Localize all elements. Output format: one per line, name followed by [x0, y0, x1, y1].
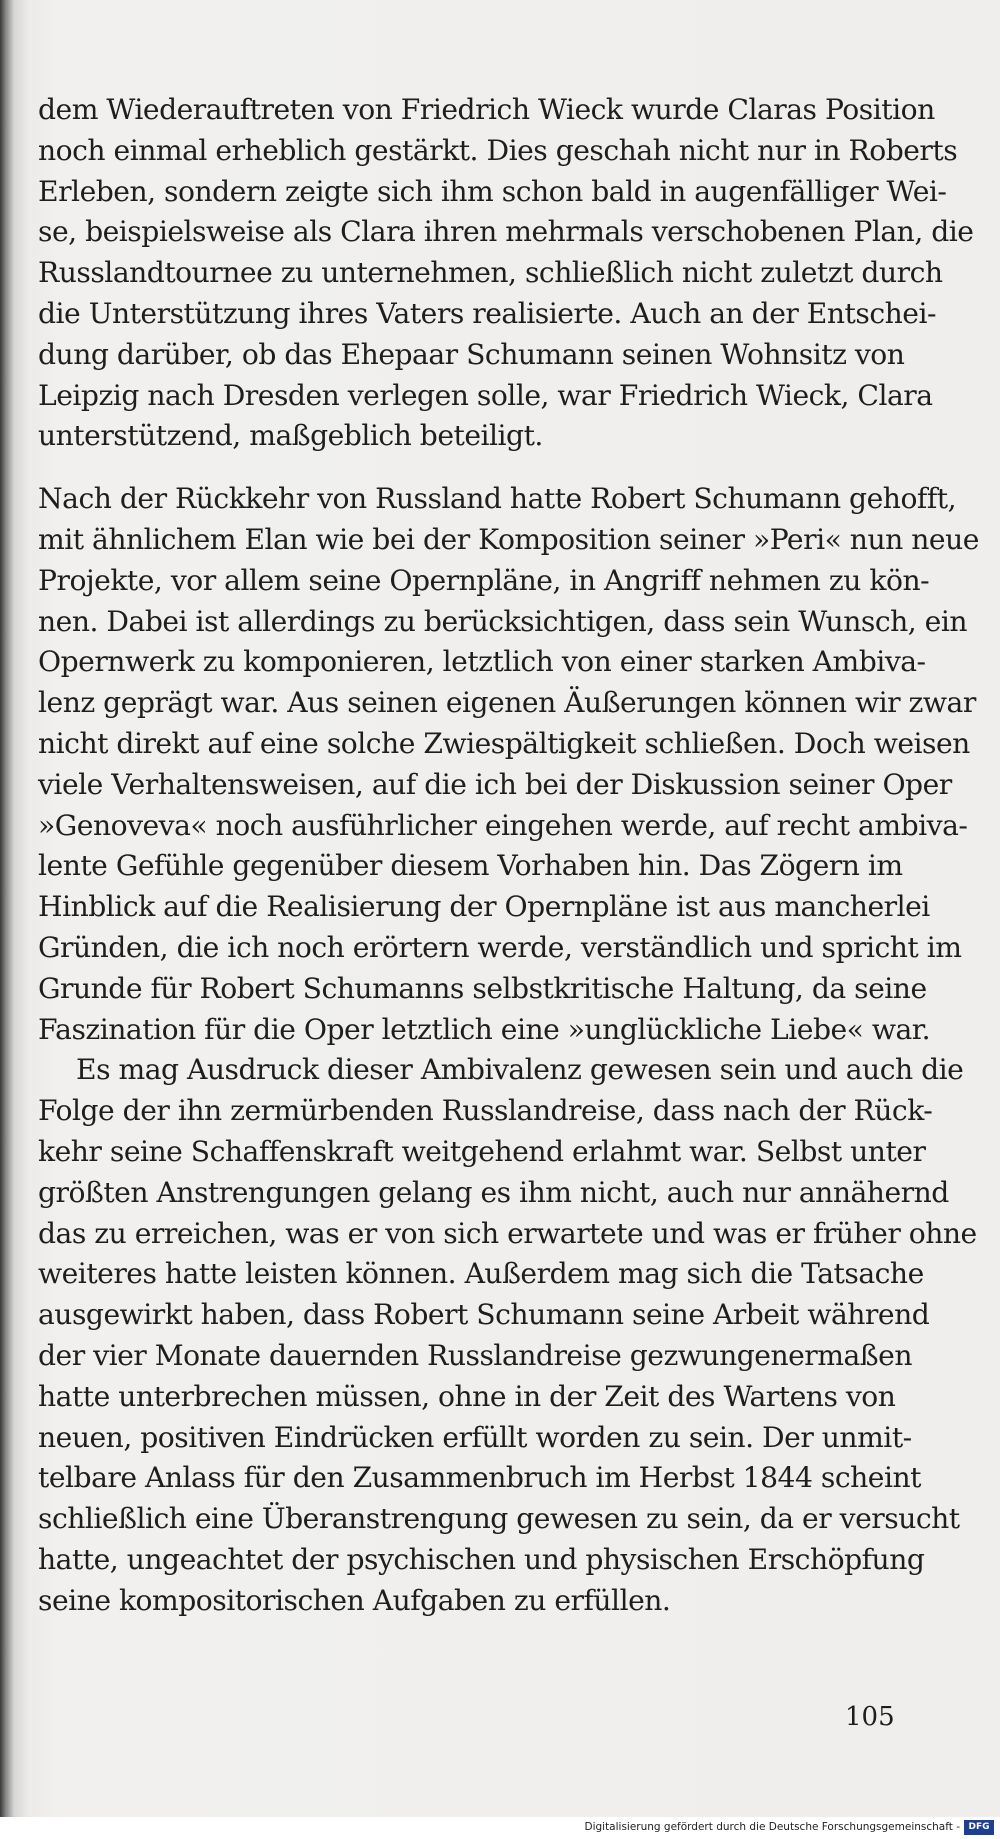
text-line: der vier Monate dauernden Russlandreise gezwungenermaßen [38, 1338, 912, 1372]
text-line: unterstützend, maßgeblich beteiligt. [38, 419, 543, 453]
text-line: telbare Anlass für den Zusammenbruch im Herbst 1844 scheint [38, 1461, 921, 1495]
body-text [38, 90, 979, 1621]
text-line: weiteres hatte leisten können. Außerdem mag sich die Tatsache [38, 1257, 924, 1291]
text-line: se, beispielsweise als Clara ihren mehrmals verschobenen Plan, die [38, 215, 974, 249]
text-line: Folge der ihn zermürbenden Russlandreise, dass nach der Rück- [38, 1094, 933, 1128]
text-line: schließlich eine Überanstrengung gewesen zu sein, da er versucht [38, 1502, 960, 1536]
paragraph [38, 1050, 977, 1621]
text-line: Erleben, sondern zeigte sich ihm schon bald in augenfälliger Wei- [38, 174, 947, 208]
text-line: mit ähnlichem Elan wie bei der Komposition seiner »Peri« nun neue [38, 522, 979, 556]
text-line: Faszination für die Oper letztlich eine »unglückliche Liebe« war. [38, 1012, 931, 1046]
text-line: Leipzig nach Dresden verlegen solle, war Friedrich Wieck, Clara [38, 378, 933, 412]
text-line: viele Verhaltensweisen, auf die ich bei der Diskussion seiner Oper [38, 767, 952, 801]
text-line: größten Anstrengungen gelang es ihm nicht, auch nur annähernd [38, 1175, 949, 1209]
text-line: Opernwerk zu komponieren, letztlich von einer starken Ambiva- [38, 645, 926, 679]
digitization-footer [0, 1817, 1000, 1839]
text-line: nicht direkt auf eine solche Zwiespältigkeit schließen. Doch weisen [38, 726, 970, 760]
text-line: das zu erreichen, was er von sich erwartete und was er früher ohne [38, 1216, 977, 1250]
text-line: Projekte, vor allem seine Opernpläne, in Angriff nehmen zu kön- [38, 563, 930, 597]
dfg-logo: DFG [964, 1820, 994, 1835]
text-line: die Unterstützung ihres Vaters realisierte. Auch an der Entschei- [38, 296, 936, 330]
text-line: »Genoveva« noch ausführlicher eingehen werde, auf recht ambiva- [38, 808, 968, 842]
funding-credit: Digitalisierung gefördert durch die Deutsche Forschungsgemeinschaft - [584, 1821, 960, 1833]
paragraph-spacing [38, 457, 888, 479]
paragraph [38, 479, 979, 1050]
text-line: Hinblick auf die Realisierung der Opernpläne ist aus mancherlei [38, 890, 930, 924]
text-line: lenz geprägt war. Aus seinen eigenen Äußerungen können wir zwar [38, 686, 976, 720]
text-line: dem Wiederauftreten von Friedrich Wieck wurde Claras Position [38, 93, 935, 126]
text-line: seine kompositorischen Aufgaben zu erfüllen. [38, 1583, 671, 1617]
text-line: lente Gefühle gegenüber diesem Vorhaben hin. Das Zögern im [38, 849, 903, 883]
text-line: nen. Dabei ist allerdings zu berücksichtigen, dass sein Wunsch, ein [38, 604, 968, 638]
text-line: hatte, ungeachtet der psychischen und physischen Erschöpfung [38, 1542, 925, 1576]
text-line: dung darüber, ob das Ehepaar Schumann seinen Wohnsitz von [38, 337, 905, 371]
text-line: Gründen, die ich noch erörtern werde, verständlich und spricht im [38, 930, 962, 964]
text-line: noch einmal erheblich gestärkt. Dies geschah nicht nur in Roberts [38, 133, 958, 167]
text-line: Nach der Rückkehr von Russland hatte Robert Schumann gehofft, [38, 482, 957, 516]
page-number: 105 [845, 1702, 895, 1732]
paragraph [38, 90, 974, 457]
text-line: kehr seine Schaffenskraft weitgehend erlahmt war. Selbst unter [38, 1134, 926, 1168]
text-line: Grunde für Robert Schumanns selbstkritische Haltung, da seine [38, 971, 927, 1005]
text-line: Russlandtournee zu unternehmen, schließlich nicht zuletzt durch [38, 256, 943, 290]
text-line: ausgewirkt haben, dass Robert Schumann seine Arbeit während [38, 1298, 930, 1332]
text-line: Es mag Ausdruck dieser Ambivalenz gewesen sein und auch die [76, 1053, 964, 1087]
text-line: hatte unterbrechen müssen, ohne in der Zeit des Wartens von [38, 1379, 896, 1413]
text-line: neuen, positiven Eindrücken erfüllt worden zu sein. Der unmit- [38, 1420, 912, 1454]
